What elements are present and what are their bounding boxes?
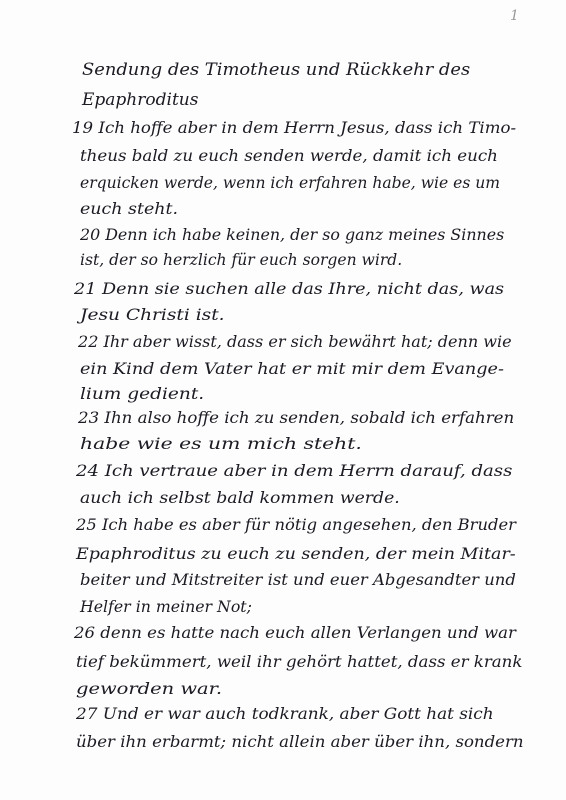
text-line: euch steht.: [80, 199, 179, 218]
text-line: Jesu Christi ist.: [80, 305, 225, 324]
text-line: 21 Denn sie suchen alle das Ihre, nicht das, was: [74, 279, 505, 298]
text-line: 20 Denn ich habe keinen, der so ganz meines Sinnes: [80, 225, 505, 244]
text-line: tief bekümmert, weil ihr gehört hattet, dass er krank: [76, 652, 523, 671]
section-heading-line: Epaphroditus: [82, 90, 199, 110]
text-line: auch ich selbst bald kommen werde.: [80, 488, 400, 507]
text-line: Epaphroditus zu euch zu senden, der mein Mitar-: [76, 544, 516, 563]
text-line: 26 denn es hatte nach euch allen Verlangen und war: [74, 623, 516, 642]
text-line: 25 Ich habe es aber für nötig angesehen, den Bruder: [76, 515, 516, 534]
text-line: 19 Ich hoffe aber in dem Herrn Jesus, dass ich Timo-: [72, 118, 517, 137]
text-line: 24 Ich vertraue aber in dem Herrn darauf, dass: [76, 461, 513, 480]
text-line: theus bald zu euch senden werde, damit ich euch: [80, 146, 498, 165]
text-line: 23 Ihn also hoffe ich zu senden, sobald ich erfahren: [78, 408, 515, 427]
text-line: 22 Ihr aber wisst, dass er sich bewährt hat; denn wie: [78, 332, 512, 351]
text-line: habe wie es um mich steht.: [80, 434, 362, 453]
text-line: ein Kind dem Vater hat er mit mir dem Evange-: [80, 359, 504, 378]
text-line: über ihn erbarmt; nicht allein aber über ihn, sondern: [76, 732, 524, 751]
text-line: erquicken werde, wenn ich erfahren habe, wie es um: [80, 173, 501, 192]
section-heading-line: Sendung des Timotheus und Rückkehr des: [82, 60, 471, 80]
text-line: geworden war.: [76, 679, 223, 698]
text-line: ist, der so herzlich für euch sorgen wird.: [80, 250, 403, 269]
text-line: Helfer in meiner Not;: [80, 597, 252, 616]
page-number: 1: [510, 8, 519, 24]
text-line: beiter und Mitstreiter ist und euer Abgesandter und: [80, 570, 516, 589]
text-line: 27 Und er war auch todkrank, aber Gott hat sich: [76, 704, 494, 723]
text-line: lium gedient.: [80, 384, 205, 403]
